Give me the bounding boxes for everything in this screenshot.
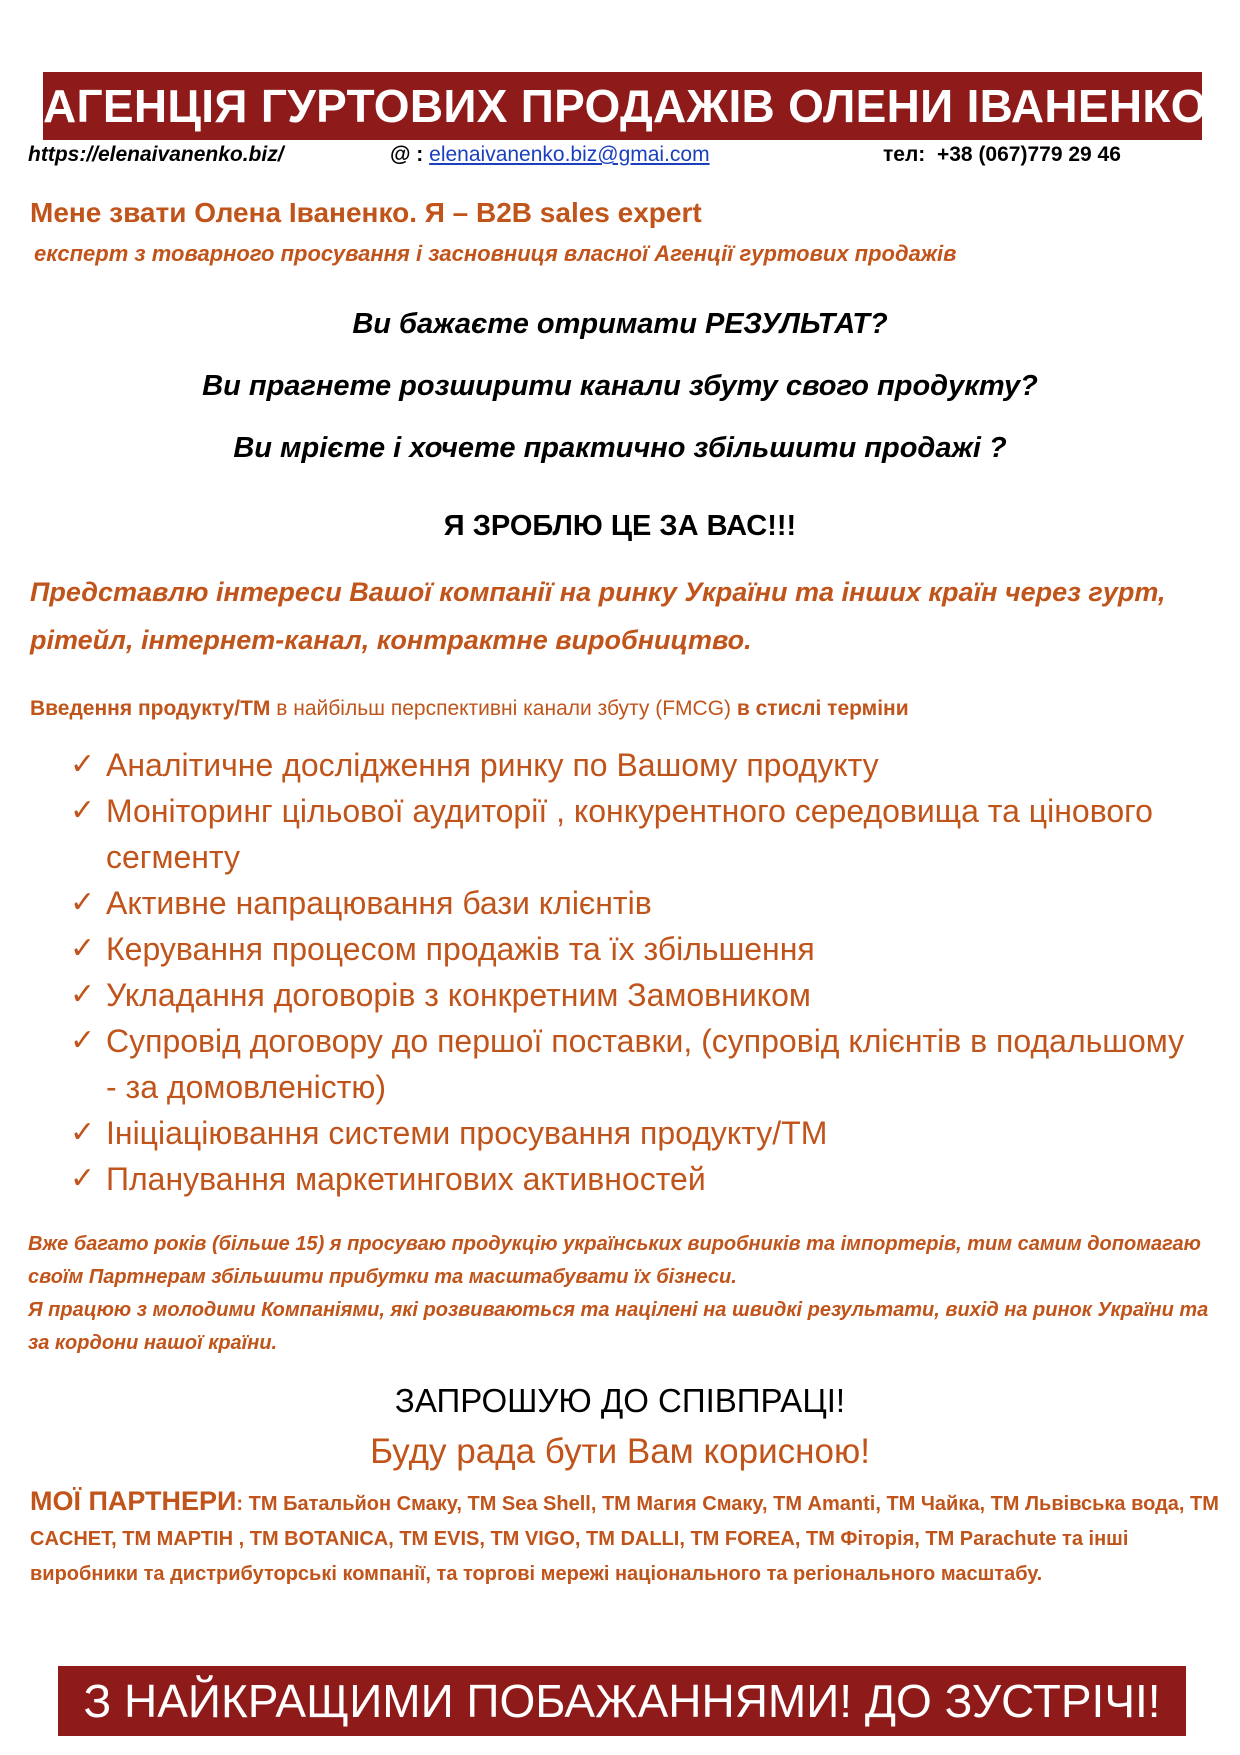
email-link[interactable]: elenaivanenko.biz@gmai.com: [429, 143, 710, 166]
represent-paragraph: Представлю інтереси Вашої компанії на ринку України та інших країн через гурт, рітейл, інтернет-канал, контрактне виробництво.: [30, 577, 1166, 655]
question-channels: Ви прагнете розширити канали збуту свого продукту?: [202, 370, 1038, 402]
checkmark-icon: ✓: [70, 932, 96, 965]
contact-line: [28, 143, 1218, 173]
phone-label: тел:: [883, 143, 926, 166]
experience-line-1: Вже багато років (більше 15) я просуваю продукцію українських виробників та імпортерів, тим самим допомагаю своїм Партнерам збільшити прибутки та масштабувати їх бізнеси.: [28, 1233, 1201, 1288]
invite-text: ЗАПРОШУЮ ДО СПІВПРАЦІ!: [394, 1382, 846, 1419]
checkmark-icon: ✓: [70, 978, 96, 1011]
checklist-item-text: Супровід договору до першої поставки, (супровід клієнтів в подальшому - за домовленістю): [106, 1023, 1185, 1105]
checklist-item: [70, 1156, 1200, 1202]
checklist-item-text: Планування маркетингових активностей: [106, 1161, 706, 1197]
checklist-item: [70, 880, 1200, 926]
checklist-item: [70, 972, 1200, 1018]
checklist-item: [70, 1110, 1200, 1156]
email-at-label: @ :: [390, 143, 430, 166]
checkmark-icon: ✓: [70, 794, 96, 827]
checklist-item: [70, 926, 1200, 972]
checkmark-icon: ✓: [70, 1116, 96, 1149]
question-sales: Ви мрієте і хочете практично збільшити продажі ?: [233, 432, 1007, 464]
promise-headline: Я ЗРОБЛЮ ЦЕ ЗА ВАС!!!: [443, 510, 797, 542]
services-intro: [30, 697, 909, 721]
checklist-item-text: Моніторинг цільової аудиторії , конкурентного середовища та цінового сегменту: [106, 793, 1153, 875]
checklist-item: [70, 742, 1200, 788]
intro-subtitle: експерт з товарного просування і засновниця власної Агенції гуртових продажів: [34, 241, 957, 266]
services-checklist: [70, 742, 1200, 1202]
agency-title-banner: АГЕНЦІЯ ГУРТОВИХ ПРОДАЖІВ ОЛЕНИ ІВАНЕНКО: [43, 72, 1202, 140]
services-intro-middle: в найбільш перспективні канали збуту (FMCG): [270, 697, 737, 720]
checklist-item-text: Укладання договорів з конкретним Замовником: [106, 977, 811, 1013]
checklist-item: [70, 1018, 1200, 1110]
experience-line-2: Я працюю з молодими Компаніями, які розвиваються та націлені на швидкі результати, вихід на ринок України та за кордони нашої країни.: [28, 1299, 1209, 1354]
partners-heading: МОЇ ПАРТНЕРИ: [30, 1486, 237, 1516]
checkmark-icon: ✓: [70, 1162, 96, 1195]
partners-list: : ТМ Батальйон Смаку, ТМ Sea Shell, ТМ Магия Смаку, ТМ Amanti, ТМ Чайка, ТМ Львівська вода, ТМ CACHET, ТМ МАРТІН , ТМ BOTANICA, ТМ EVIS, ТМ VIGO, ТМ DALLI, ТМ FOREA, ТМ Фіторія, ТМ Parachute та інші виробники та дистрибуторські компанії, та торгові мережі національного та регіонального масштабу.: [30, 1493, 1219, 1585]
checklist-item-text: Ініціаціювання системи просування продукту/ТМ: [106, 1115, 828, 1151]
checkmark-icon: ✓: [70, 1024, 96, 1057]
glad-text: Буду рада бути Вам корисною!: [370, 1432, 870, 1471]
partners-block: [30, 1484, 1220, 1592]
services-intro-end: в стислі терміни: [736, 697, 909, 720]
checklist-item-text: Активне напрацювання бази клієнтів: [106, 885, 652, 921]
checkmark-icon: ✓: [70, 886, 96, 919]
intro-title: Мене звати Олена Іваненко. Я – B2B sales expert: [30, 197, 702, 228]
email-block: [390, 143, 710, 167]
checkmark-icon: ✓: [70, 748, 96, 781]
closing-banner: З НАЙКРАЩИМИ ПОБАЖАННЯМИ! ДО ЗУСТРІЧІ!: [58, 1666, 1186, 1736]
question-result: Ви бажаєте отримати РЕЗУЛЬТАТ?: [352, 308, 888, 340]
phone-block: [883, 143, 1121, 167]
checklist-item-text: Аналітичне дослідження ринку по Вашому продукту: [106, 747, 879, 783]
website-link[interactable]: https://elenaivanenko.biz/: [28, 143, 284, 166]
checklist-item-text: Керування процесом продажів та їх збільшення: [106, 931, 815, 967]
phone-number: +38 (067)779 29 46: [936, 143, 1121, 166]
services-intro-start: Введення продукту/ТМ: [30, 697, 271, 720]
experience-paragraph: [28, 1228, 1218, 1360]
checklist-item: [70, 788, 1200, 880]
